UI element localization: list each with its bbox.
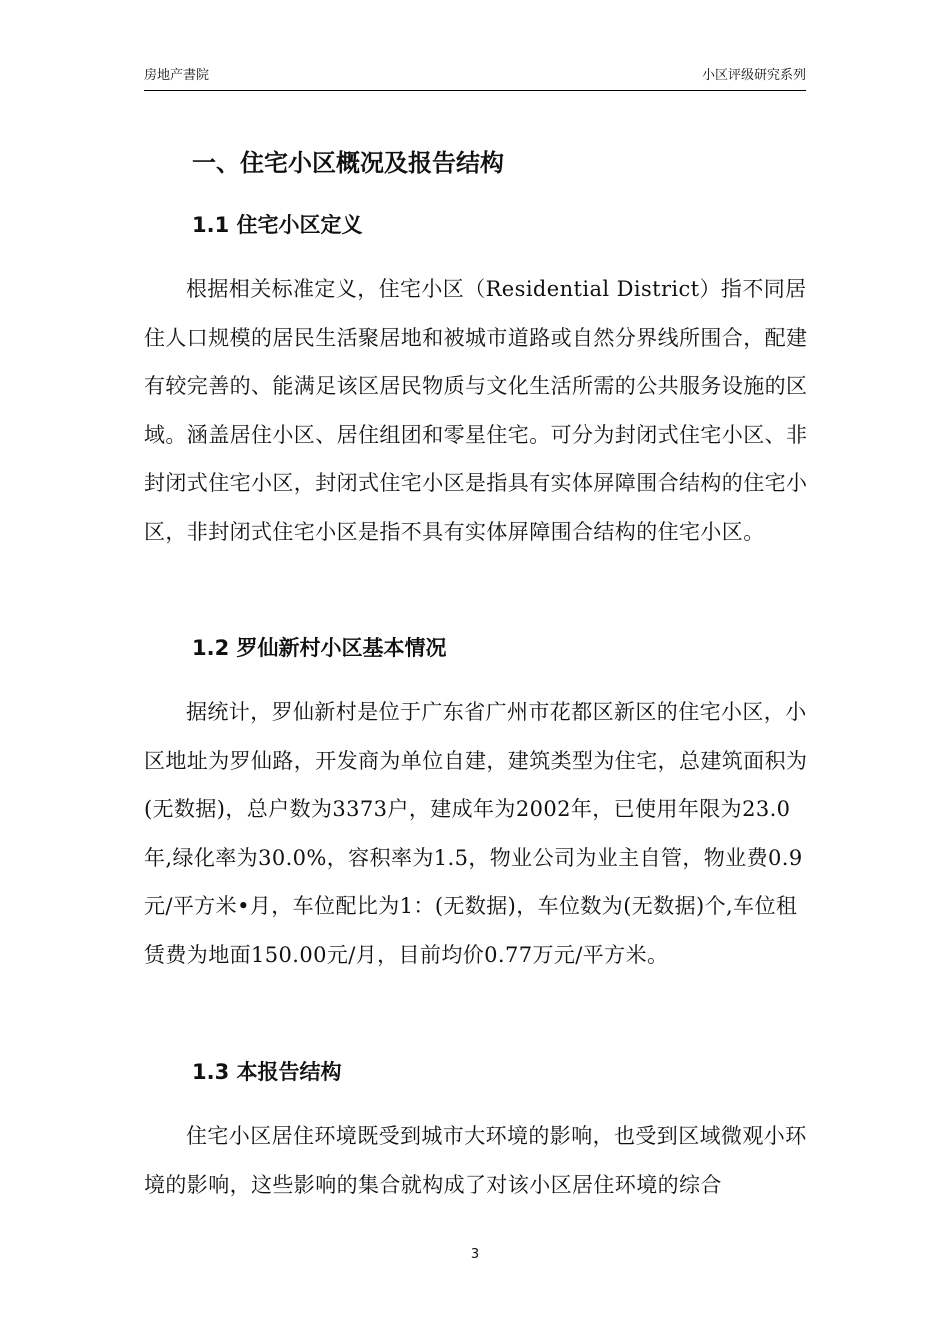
header-series: 小区评级研究系列	[701, 68, 806, 83]
section-1-1-title: 1.1 住宅小区定义	[192, 213, 363, 237]
section-1-3-paragraph: 住宅小区居住环境既受到城市大环境的影响，也受到区域微观小环境的影响，这些影响的集合就构成了对该小区居住环境的综合	[144, 1124, 807, 1197]
section-1-1-paragraph: 根据相关标准定义，住宅小区（Residential District）指不同居住人口规模的居民生活聚居地和被城市道路或自然分界线所围合，配建有较完善的、能满足该区居民物质与文化生活所需的公共服务设施的区域。涵盖居住小区、居住组团和零星住宅。可分为封闭式住宅小区、非封闭式住宅小区，封闭式住宅小区是指具有实体屏障围合结构的住宅小区，非封闭式住宅小区是指不具有实体屏障围合结构的住宅小区。	[144, 277, 808, 544]
section-1-2-title: 1.2 罗仙新村小区基本情况	[192, 636, 447, 660]
section-1-3-title: 1.3 本报告结构	[192, 1060, 342, 1084]
chapter-title: 一、住宅小区概况及报告结构	[192, 149, 504, 177]
page-header	[144, 66, 806, 91]
page-number: 3	[470, 1247, 480, 1262]
section-1-2-paragraph: 据统计，罗仙新村是位于广东省广州市花都区新区的住宅小区，小区地址为罗仙路，开发商为单位自建，建筑类型为住宅，总建筑面积为(无数据)，总户数为3373户，建成年为2002年，已使用年限为23.0年,绿化率为30.0%，容积率为1.5，物业公司为业主自管，物业费0.9元/平方米•月，车位配比为1：(无数据)，车位数为(无数据)个,车位租赁费为地面150.00元/月，目前均价0.77万元/平方米。	[144, 700, 808, 967]
header-publisher: 房地产書院	[144, 68, 210, 83]
